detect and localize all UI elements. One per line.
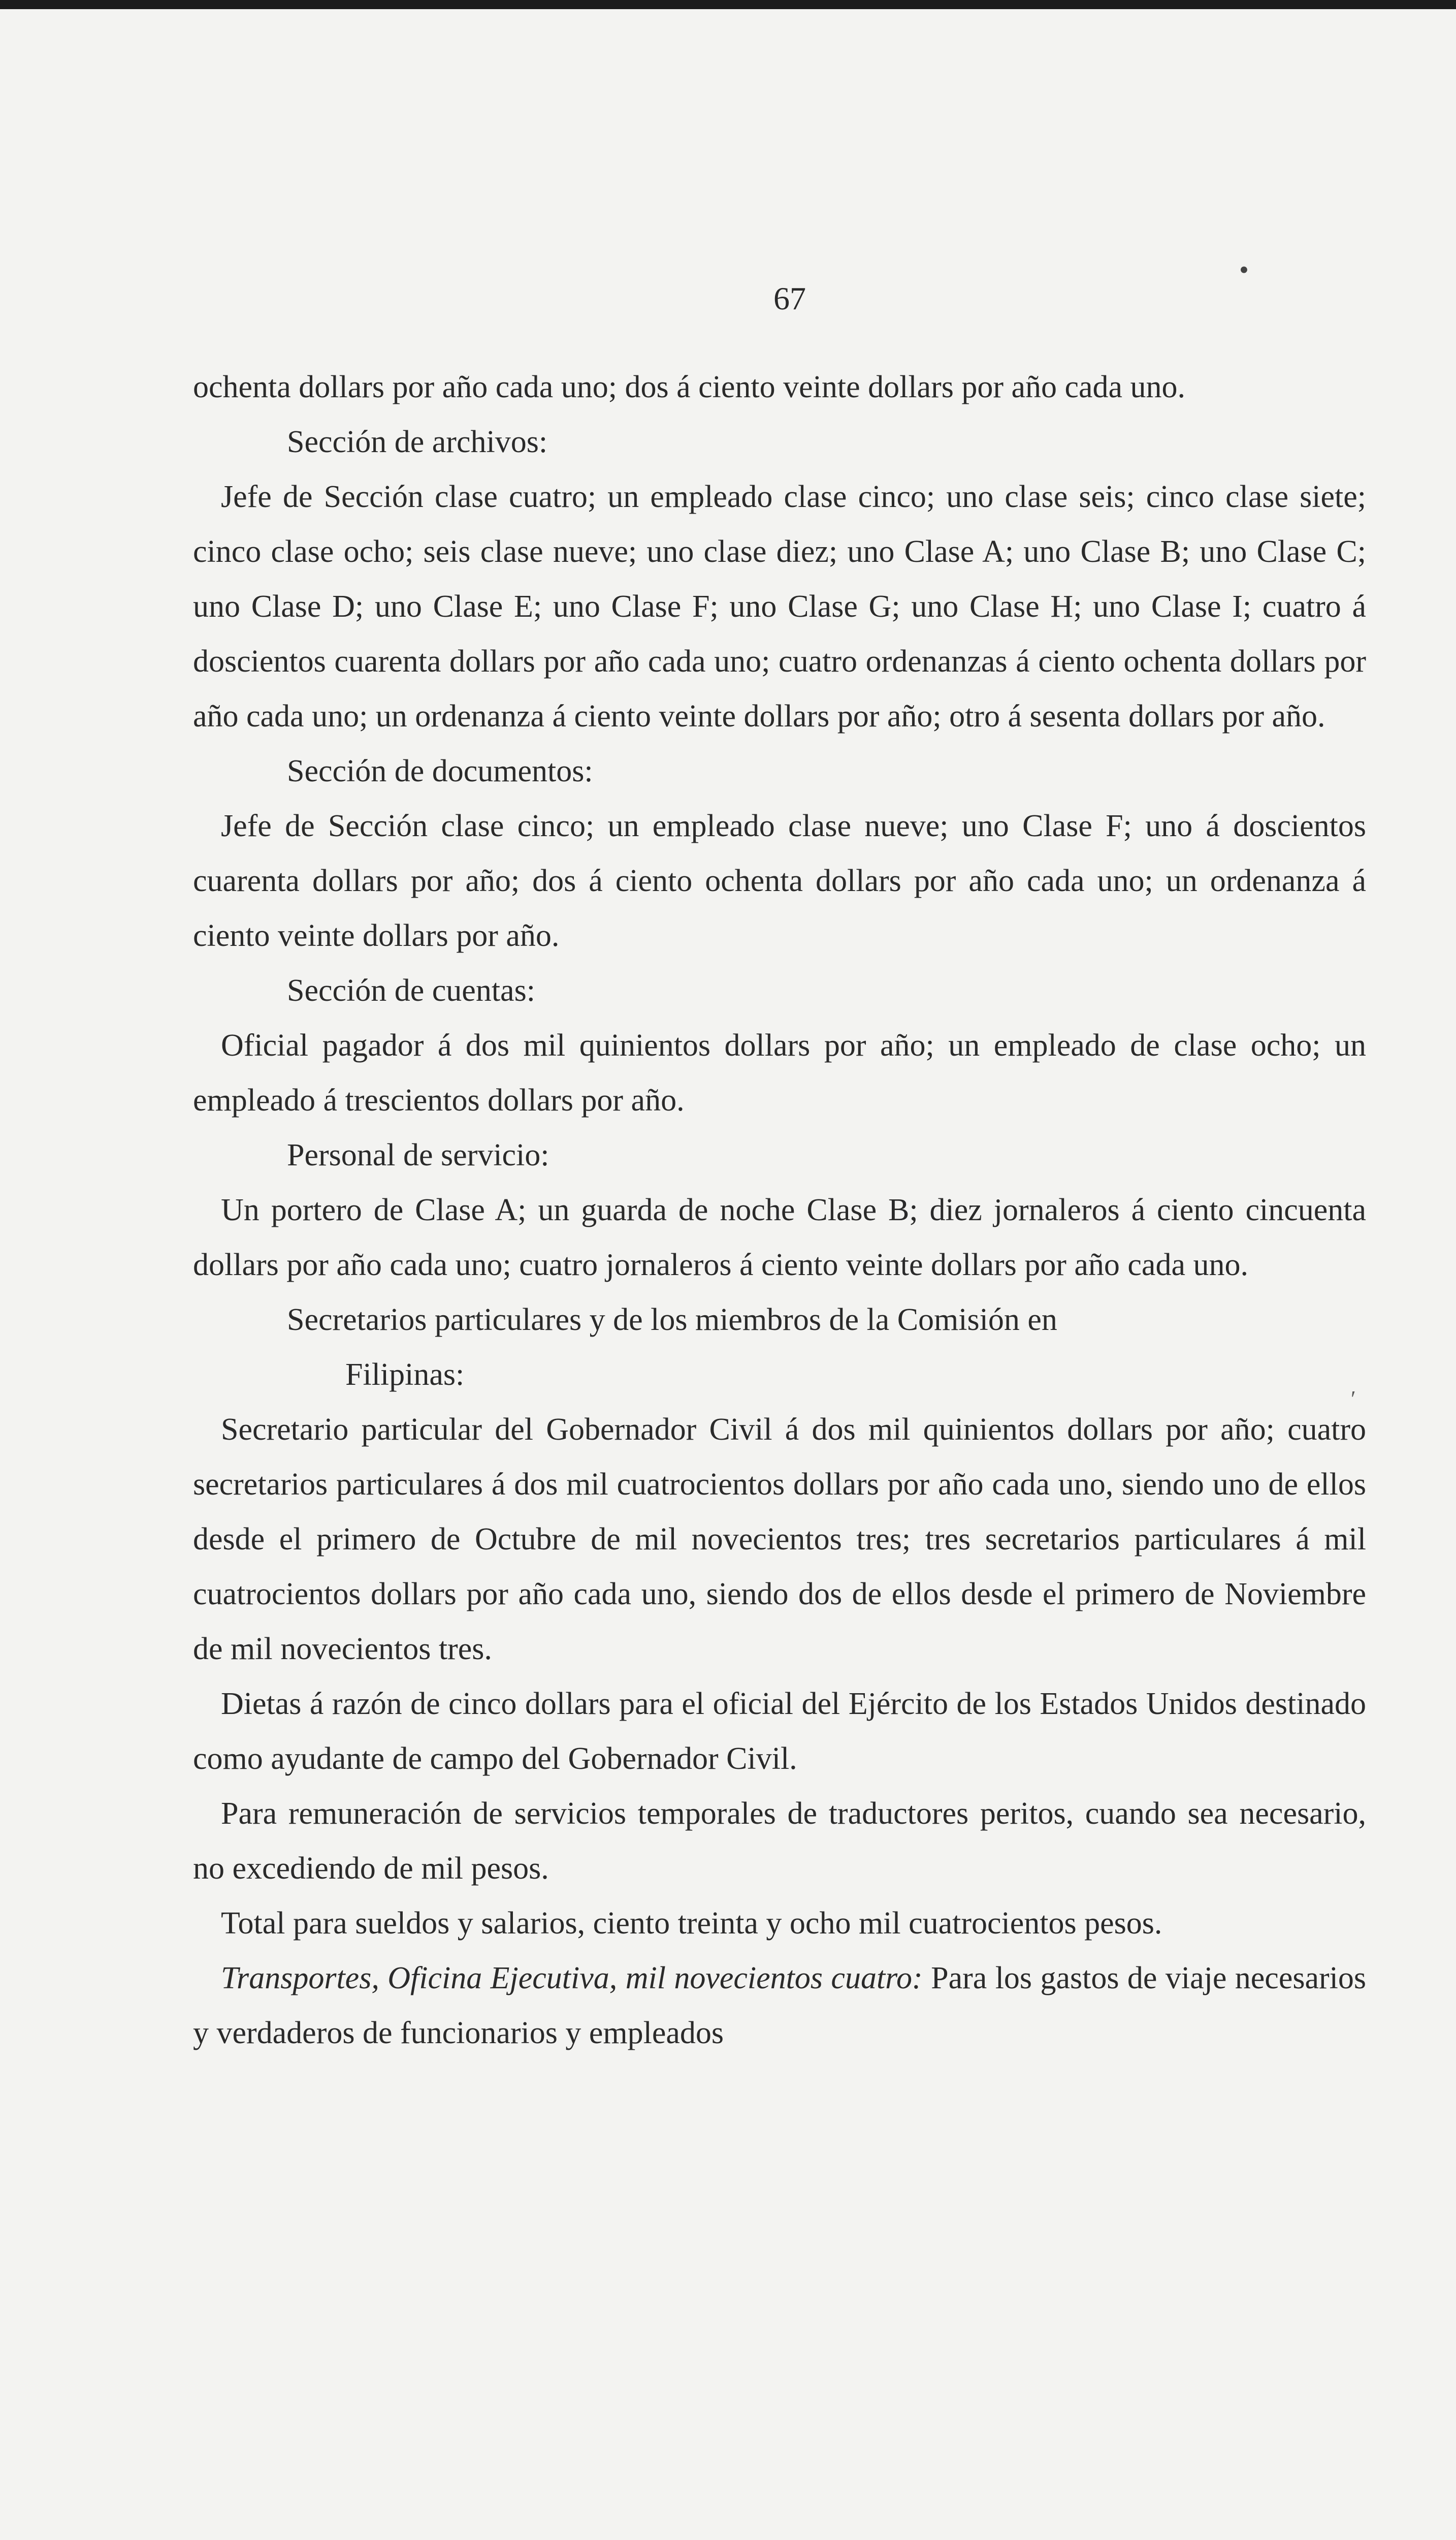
section-heading-secretarios-cont: Filipinas:	[345, 1357, 465, 1392]
paragraph-secretarios: Secretario particular del Gobernador Civil á dos mil quinientos dollars por año; cuatro secretarios particulares á dos mil cuatrocientos dollars por año cada uno, siendo uno de ellos desde el primero de Octubre de mil novecientos tres; tres secretarios particulares á mil cuatrocientos dollars por año cada uno, siendo dos de ellos desde el primero de Noviembre de mil novecientos tres.	[193, 1412, 1366, 1666]
page-body	[193, 273, 1366, 2060]
paragraph-transportes	[193, 1951, 1366, 2060]
paragraph-archivos: Jefe de Sección clase cuatro; un empleado clase cinco; uno clase seis; cinco clase siete; cinco clase ocho; seis clase nueve; uno clase diez; uno Clase A; uno Clase B; uno Clase C; uno Clase D; uno Clase E; uno Clase F; uno Clase G; uno Clase H; uno Clase I; cuatro á doscientos cuarenta dollars por año cada uno; cuatro ordenanzas á ciento ochenta dollars por año cada uno; un ordenanza á ciento veinte dollars por año; otro á sesenta dollars por año.	[193, 480, 1366, 734]
scanned-page	[0, 9, 1456, 2540]
margin-tick: ʹ	[1351, 1386, 1356, 1411]
section-heading-cuentas: Sección de cuentas:	[287, 973, 535, 1008]
section-heading-documentos: Sección de documentos:	[287, 754, 593, 788]
paragraph-dietas: Dietas á razón de cinco dollars para el oficial del Ejército de los Estados Unidos destinado como ayudante de campo del Gobernador Civil.	[193, 1687, 1366, 1776]
paragraph-continuation: ochenta dollars por año cada uno; dos á ciento veinte dollars por año cada uno.	[193, 370, 1186, 404]
section-heading-archivos: Sección de archivos:	[287, 425, 548, 459]
paragraph-cuentas: Oficial pagador á dos mil quinientos dollars por año; un empleado de clase ocho; un empleado á trescientos dollars por año.	[193, 1028, 1366, 1118]
paragraph-traductores: Para remuneración de servicios temporales de traductores peritos, cuando sea necesario, no excediendo de mil pesos.	[193, 1796, 1366, 1886]
transportes-text: Para los gastos de viaje necesarios y verdaderos de funcionarios y empleados	[193, 1961, 1366, 2050]
paragraph-documentos: Jefe de Sección clase cinco; un empleado clase nueve; uno Clase F; uno á doscientos cuarenta dollars por año; dos á ciento ochenta dollars por año cada uno; un ordenanza á ciento veinte dollars por año.	[193, 809, 1366, 953]
transportes-heading: Transportes, Oficina Ejecutiva, mil novecientos cuatro:	[221, 1961, 923, 1995]
section-heading-secretarios: Secretarios particulares y de los miembros de la Comisión en	[287, 1303, 1057, 1337]
paragraph-total: Total para sueldos y salarios, ciento treinta y ocho mil cuatrocientos pesos.	[221, 1906, 1162, 1941]
paragraph-personal: Un portero de Clase A; un guarda de noche Clase B; diez jornaleros á ciento cincuenta dollars por año cada uno; cuatro jornaleros á ciento veinte dollars por año cada uno.	[193, 1193, 1366, 1282]
margin-dot: •	[1239, 255, 1249, 285]
page-number: 67	[773, 280, 806, 316]
section-heading-personal: Personal de servicio:	[287, 1138, 549, 1172]
